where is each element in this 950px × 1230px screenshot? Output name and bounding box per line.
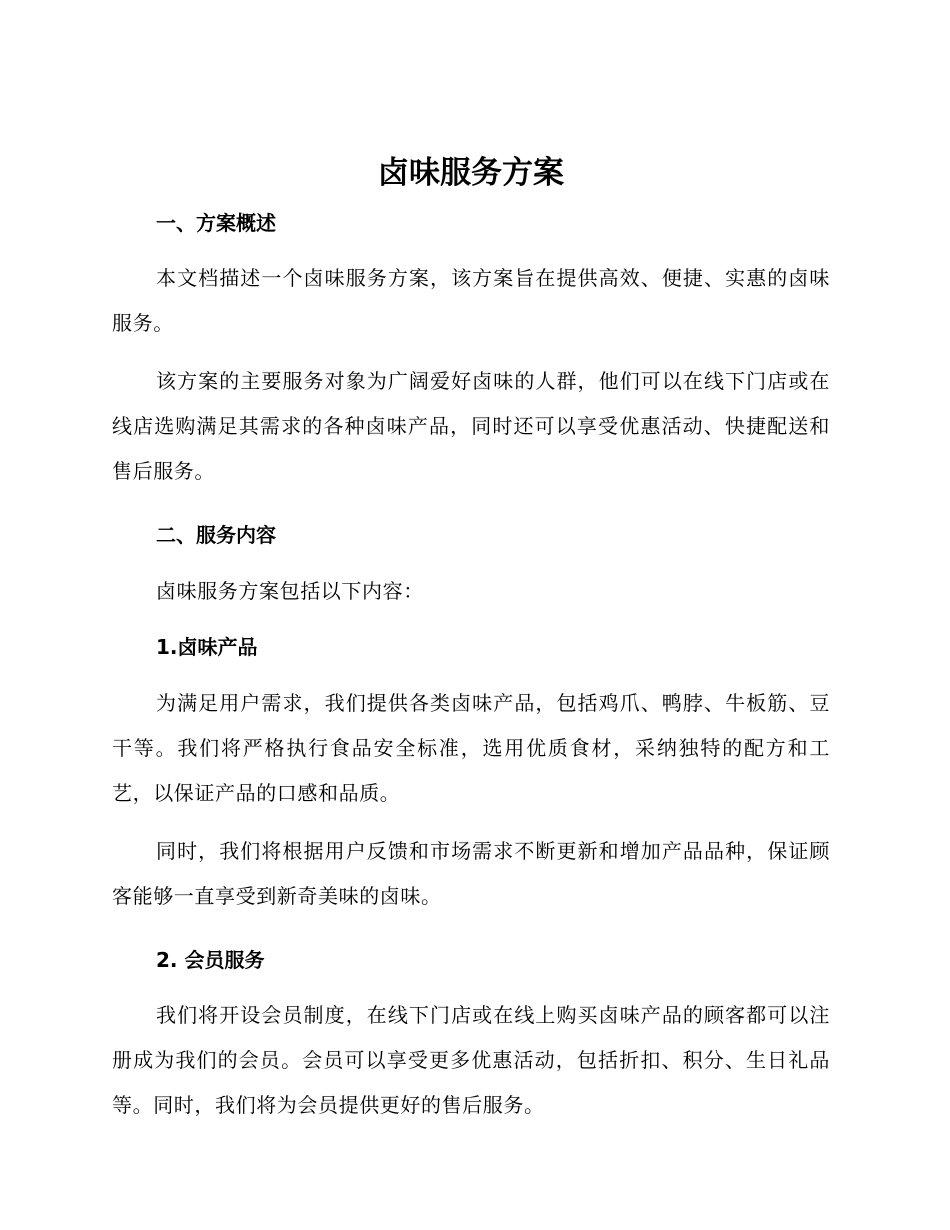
paragraph-overview-purpose: 本文档描述一个卤味服务方案，该方案旨在提供高效、便捷、实惠的卤味服务。 [112, 266, 830, 335]
section-heading-membership: 2. 会员服务 [156, 948, 265, 972]
paragraph-membership-details: 我们将开设会员制度，在线下门店或在线上购买卤味产品的顾客都可以注册成为我们的会员。会员可以享受更多优惠活动，包括折扣、积分、生日礼品等。同时，我们将为会员提供更好的售后服务。 [112, 1003, 830, 1117]
document-title: 卤味服务方案 [378, 155, 564, 191]
paragraph-products-range: 为满足用户需求，我们提供各类卤味产品，包括鸡爪、鸭脖、牛板筋、豆干等。我们将严格执行食品安全标准，选用优质食材，采纳独特的配方和工艺，以保证产品的口感和品质。 [112, 691, 830, 805]
section-heading-products: 1.卤味产品 [156, 635, 258, 659]
document-body [112, 150, 830, 1128]
paragraph-products-updates: 同时，我们将根据用户反馈和市场需求不断更新和增加产品品种，保证顾客能够一直享受到新奇美味的卤味。 [112, 839, 830, 908]
paragraph-overview-audience: 该方案的主要服务对象为广阔爱好卤味的人群，他们可以在线下门店或在线店选购满足其需求的各种卤味产品，同时还可以享受优惠活动、快捷配送和售后服务。 [112, 369, 830, 483]
paragraph-service-intro: 卤味服务方案包括以下内容： [156, 579, 424, 603]
section-heading-overview: 一、方案概述 [156, 211, 276, 235]
section-heading-service-content: 二、服务内容 [156, 523, 276, 547]
